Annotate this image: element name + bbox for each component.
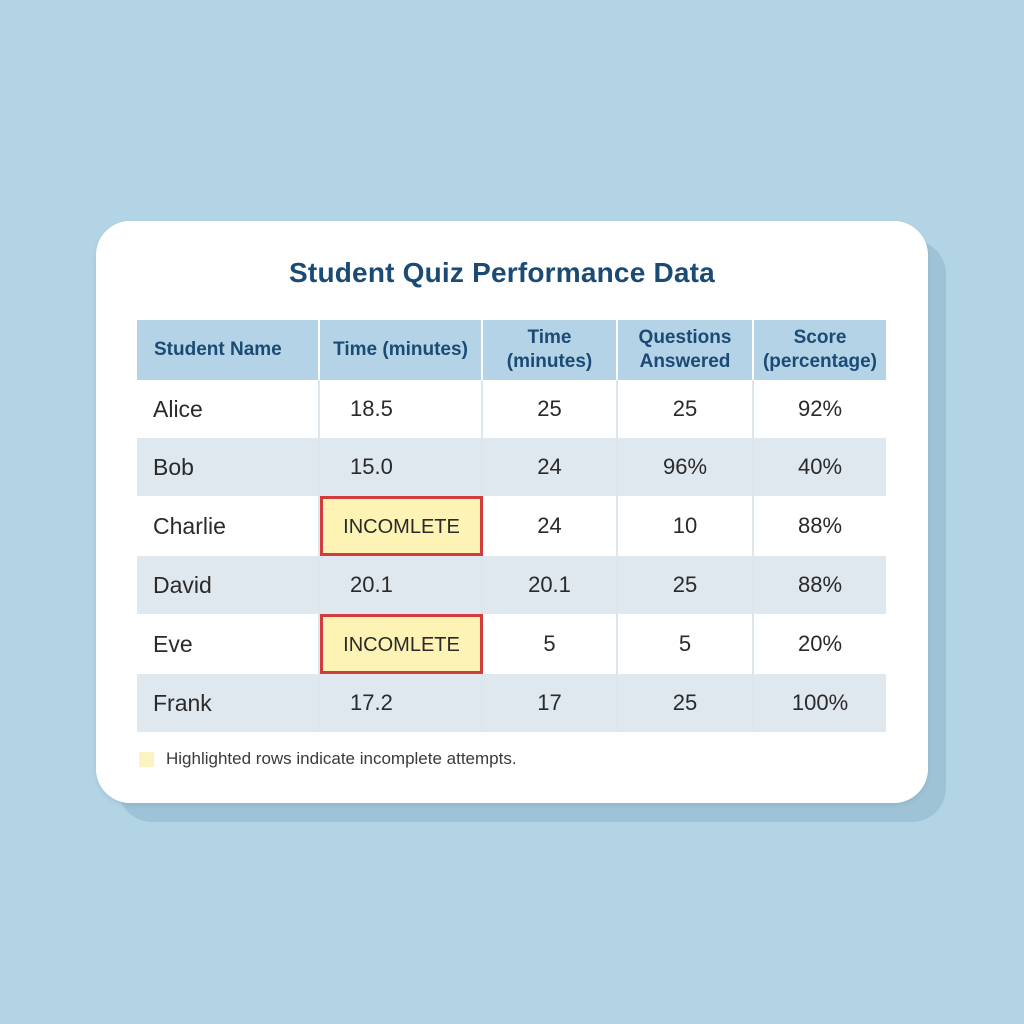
cell-questions-answered: 10	[617, 496, 753, 556]
cell-time-flagged	[319, 614, 482, 674]
cell-score: 100%	[753, 674, 886, 732]
cell-score: 40%	[753, 438, 886, 496]
column-header-score: Score (percentage)	[753, 320, 886, 380]
cell-student-name: David	[137, 556, 319, 614]
cell-questions-answered: 25	[617, 380, 753, 438]
column-header-questions-answered: Questions Answered	[617, 320, 753, 380]
cell-score: 88%	[753, 496, 886, 556]
cell-questions-answered: 96%	[617, 438, 753, 496]
column-header-time-2: Time (minutes)	[482, 320, 617, 380]
cell-time-2: 17	[482, 674, 617, 732]
incomplete-flag: INCOMLETE	[320, 614, 483, 674]
cell-questions-answered: 25	[617, 674, 753, 732]
cell-student-name: Frank	[137, 674, 319, 732]
cell-time: 18.5	[319, 380, 482, 438]
cell-time-2: 24	[482, 496, 617, 556]
table-header-row	[137, 320, 886, 380]
cell-student-name: Alice	[137, 380, 319, 438]
data-card	[96, 221, 928, 803]
cell-time-2: 5	[482, 614, 617, 674]
incomplete-flag: INCOMLETE	[320, 496, 483, 556]
cell-student-name: Eve	[137, 614, 319, 674]
cell-score: 88%	[753, 556, 886, 614]
table-row	[137, 496, 886, 556]
cell-time-2: 24	[482, 438, 617, 496]
legend-swatch	[139, 752, 154, 767]
cell-questions-answered: 5	[617, 614, 753, 674]
cell-time: 17.2	[319, 674, 482, 732]
column-header-student-name: Student Name	[137, 320, 319, 380]
column-header-time: Time (minutes)	[319, 320, 482, 380]
legend	[139, 749, 517, 769]
table-row	[137, 614, 886, 674]
table-body	[137, 380, 886, 732]
cell-time: 15.0	[319, 438, 482, 496]
cell-time-flagged	[319, 496, 482, 556]
cell-time-2: 20.1	[482, 556, 617, 614]
table-row	[137, 556, 886, 614]
table-row	[137, 380, 886, 438]
table-row	[137, 674, 886, 732]
cell-score: 20%	[753, 614, 886, 674]
table-row	[137, 438, 886, 496]
legend-text: Highlighted rows indicate incomplete attempts.	[166, 749, 517, 768]
cell-time-2: 25	[482, 380, 617, 438]
cell-student-name: Charlie	[137, 496, 319, 556]
cell-student-name: Bob	[137, 438, 319, 496]
page-title: Student Quiz Performance Data	[289, 257, 715, 288]
cell-score: 92%	[753, 380, 886, 438]
performance-table	[137, 320, 886, 732]
cell-time: 20.1	[319, 556, 482, 614]
cell-questions-answered: 25	[617, 556, 753, 614]
